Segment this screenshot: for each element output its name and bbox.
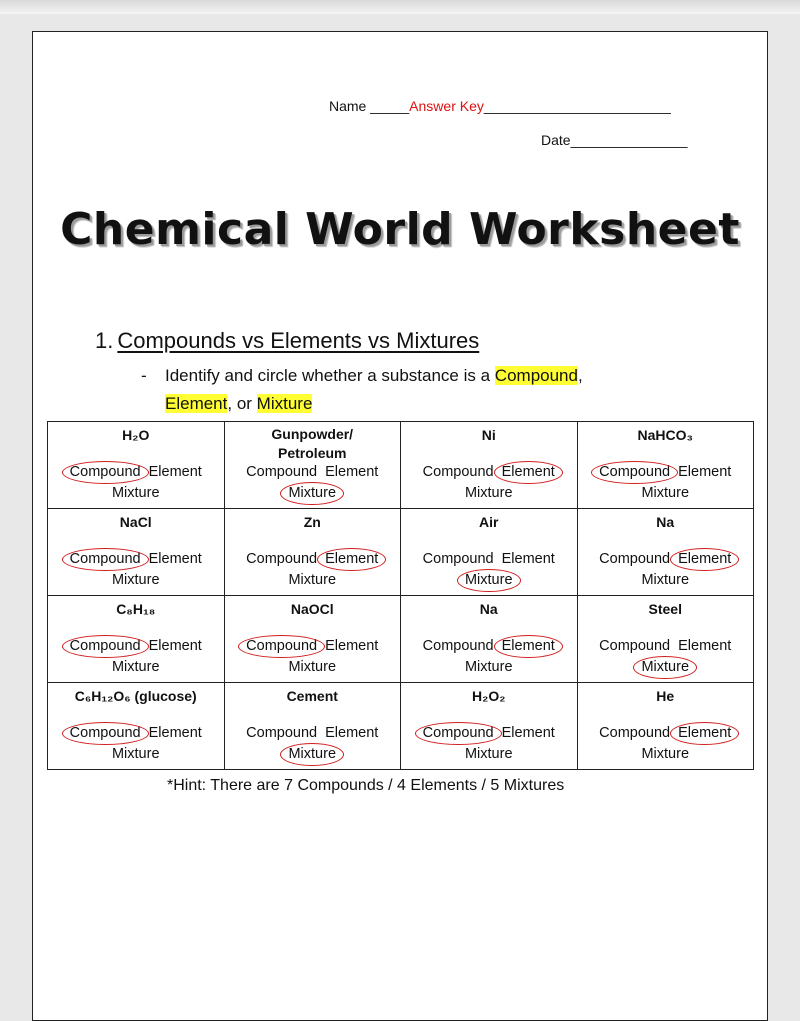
worksheet-page — [32, 31, 768, 1021]
element-option[interactable]: Element — [678, 638, 732, 654]
choice-group — [225, 462, 401, 504]
substance-name: H₂O — [122, 427, 150, 443]
compound-option[interactable]: Compound — [422, 551, 494, 567]
mixture-option[interactable]: Mixture — [641, 485, 690, 501]
substance-name: NaCl — [119, 514, 152, 530]
mixture-option[interactable]: Mixture — [464, 746, 513, 762]
section-heading-text: Compounds vs Elements vs Mixtures — [117, 328, 480, 353]
mixture-option[interactable]: Mixture — [111, 746, 160, 762]
compound-option[interactable]: Compound — [599, 638, 671, 654]
compound-option[interactable]: Compound — [68, 636, 143, 657]
substance-cell — [401, 683, 578, 770]
choice-group — [48, 462, 224, 504]
substance-cell — [401, 509, 578, 596]
substance-cell — [48, 683, 225, 770]
mixture-option[interactable]: Mixture — [464, 659, 513, 675]
element-option[interactable]: Element — [676, 723, 733, 744]
mixture-option[interactable]: Mixture — [111, 572, 160, 588]
compound-option[interactable]: Compound — [422, 638, 494, 654]
element-option[interactable]: Element — [148, 725, 202, 741]
element-option[interactable]: Element — [325, 725, 379, 741]
substance-cell — [224, 683, 401, 770]
mixture-option[interactable]: Mixture — [288, 572, 337, 588]
substance-name: He — [656, 688, 675, 704]
substance-name: H₂O₂ — [472, 688, 506, 704]
element-option[interactable]: Element — [148, 551, 202, 567]
substance-cell — [401, 422, 578, 509]
element-option[interactable]: Element — [323, 549, 380, 570]
mixture-option[interactable]: Mixture — [641, 572, 690, 588]
mixture-option[interactable]: Mixture — [286, 483, 338, 504]
element-option[interactable]: Element — [676, 549, 733, 570]
substance-cell — [224, 509, 401, 596]
choice-group — [48, 723, 224, 765]
element-option[interactable]: Element — [500, 636, 557, 657]
substance-name: C₈H₁₈ — [116, 601, 156, 617]
substance-cell — [48, 422, 225, 509]
compound-option[interactable]: Compound — [244, 636, 319, 657]
mixture-option[interactable]: Mixture — [641, 746, 690, 762]
substance-name: Ni — [481, 427, 496, 443]
substance-cell — [577, 509, 754, 596]
worksheet-title: Chemical World Worksheet — [60, 204, 740, 255]
element-option[interactable]: Element — [678, 464, 732, 480]
substance-name: NaOCl — [290, 601, 334, 617]
element-option[interactable]: Element — [325, 464, 379, 480]
element-option[interactable]: Element — [148, 638, 202, 654]
choice-group — [48, 636, 224, 678]
highlight-element: Element — [165, 394, 228, 413]
substance-name: Air — [479, 514, 499, 530]
choice-group — [225, 723, 401, 765]
substance-cell — [401, 596, 578, 683]
choice-group — [225, 636, 401, 678]
mixture-option[interactable]: Mixture — [288, 659, 337, 675]
substance-cell — [224, 596, 401, 683]
substance-name: Zn — [303, 514, 321, 530]
substance-cell — [48, 596, 225, 683]
mixture-option[interactable]: Mixture — [111, 659, 160, 675]
compound-option[interactable]: Compound — [597, 462, 672, 483]
choice-group — [401, 462, 577, 504]
choice-group — [578, 462, 754, 504]
substance-name: C₆H₁₂O₆ (glucose) — [74, 688, 197, 704]
substance-cell — [48, 509, 225, 596]
compound-option[interactable]: Compound — [246, 464, 318, 480]
choice-group — [225, 549, 401, 591]
mixture-option[interactable]: Mixture — [111, 485, 160, 501]
substance-table — [47, 421, 754, 770]
compound-option[interactable]: Compound — [599, 551, 671, 567]
instruction-part: Identify and circle whether a substance is a — [165, 366, 495, 385]
substance-name: Na — [479, 601, 498, 617]
table-row — [48, 596, 754, 683]
instruction-part: , — [577, 366, 583, 385]
highlight-compound: Compound — [494, 366, 578, 385]
instruction-bullet: - — [141, 366, 147, 385]
table-row — [48, 422, 754, 509]
compound-option[interactable]: Compound — [422, 464, 494, 480]
substance-name: NaHCO₃ — [637, 427, 693, 443]
compound-option[interactable]: Compound — [68, 549, 143, 570]
section-heading — [95, 328, 479, 354]
date-line: Date_______________ — [541, 132, 688, 148]
choice-group — [578, 549, 754, 591]
instruction — [141, 362, 701, 418]
element-option[interactable]: Element — [501, 551, 555, 567]
mixture-option[interactable]: Mixture — [463, 570, 515, 591]
top-bar — [0, 0, 800, 14]
name-line — [329, 98, 671, 114]
element-option[interactable]: Element — [500, 462, 557, 483]
section-number: 1. — [95, 328, 114, 353]
mixture-option[interactable]: Mixture — [639, 657, 691, 678]
substance-name: Steel — [648, 601, 682, 617]
substance-cell — [577, 683, 754, 770]
element-option[interactable]: Element — [501, 725, 555, 741]
element-option[interactable]: Element — [148, 464, 202, 480]
hint-text: *Hint: There are 7 Compounds / 4 Elements / 5 Mixtures — [167, 777, 565, 794]
substance-name: Gunpowder/ Petroleum — [271, 426, 354, 461]
choice-group — [401, 549, 577, 591]
compound-option[interactable]: Compound — [68, 723, 143, 744]
compound-option[interactable]: Compound — [421, 723, 496, 744]
substance-name: Cement — [286, 688, 338, 704]
compound-option[interactable]: Compound — [68, 462, 143, 483]
choice-group — [401, 636, 577, 678]
compound-option[interactable]: Compound — [246, 551, 318, 567]
substance-cell — [224, 422, 401, 509]
choice-group — [401, 723, 577, 765]
name-answer: Answer Key — [409, 98, 484, 114]
compound-option[interactable]: Compound — [246, 725, 318, 741]
name-label: Name _____ — [329, 98, 410, 114]
element-option[interactable]: Element — [325, 638, 379, 654]
mixture-option[interactable]: Mixture — [286, 744, 338, 765]
instruction-text — [165, 362, 701, 418]
table-row — [48, 683, 754, 770]
choice-group — [578, 636, 754, 678]
substance-name: Na — [656, 514, 675, 530]
choice-group — [48, 549, 224, 591]
highlight-mixture: Mixture — [256, 394, 313, 413]
mixture-option[interactable]: Mixture — [464, 485, 513, 501]
table-row — [48, 509, 754, 596]
substance-cell — [577, 596, 754, 683]
compound-option[interactable]: Compound — [599, 725, 671, 741]
choice-group — [578, 723, 754, 765]
name-tail: ________________________ — [483, 98, 671, 114]
instruction-part: , or — [227, 394, 257, 413]
substance-cell — [577, 422, 754, 509]
